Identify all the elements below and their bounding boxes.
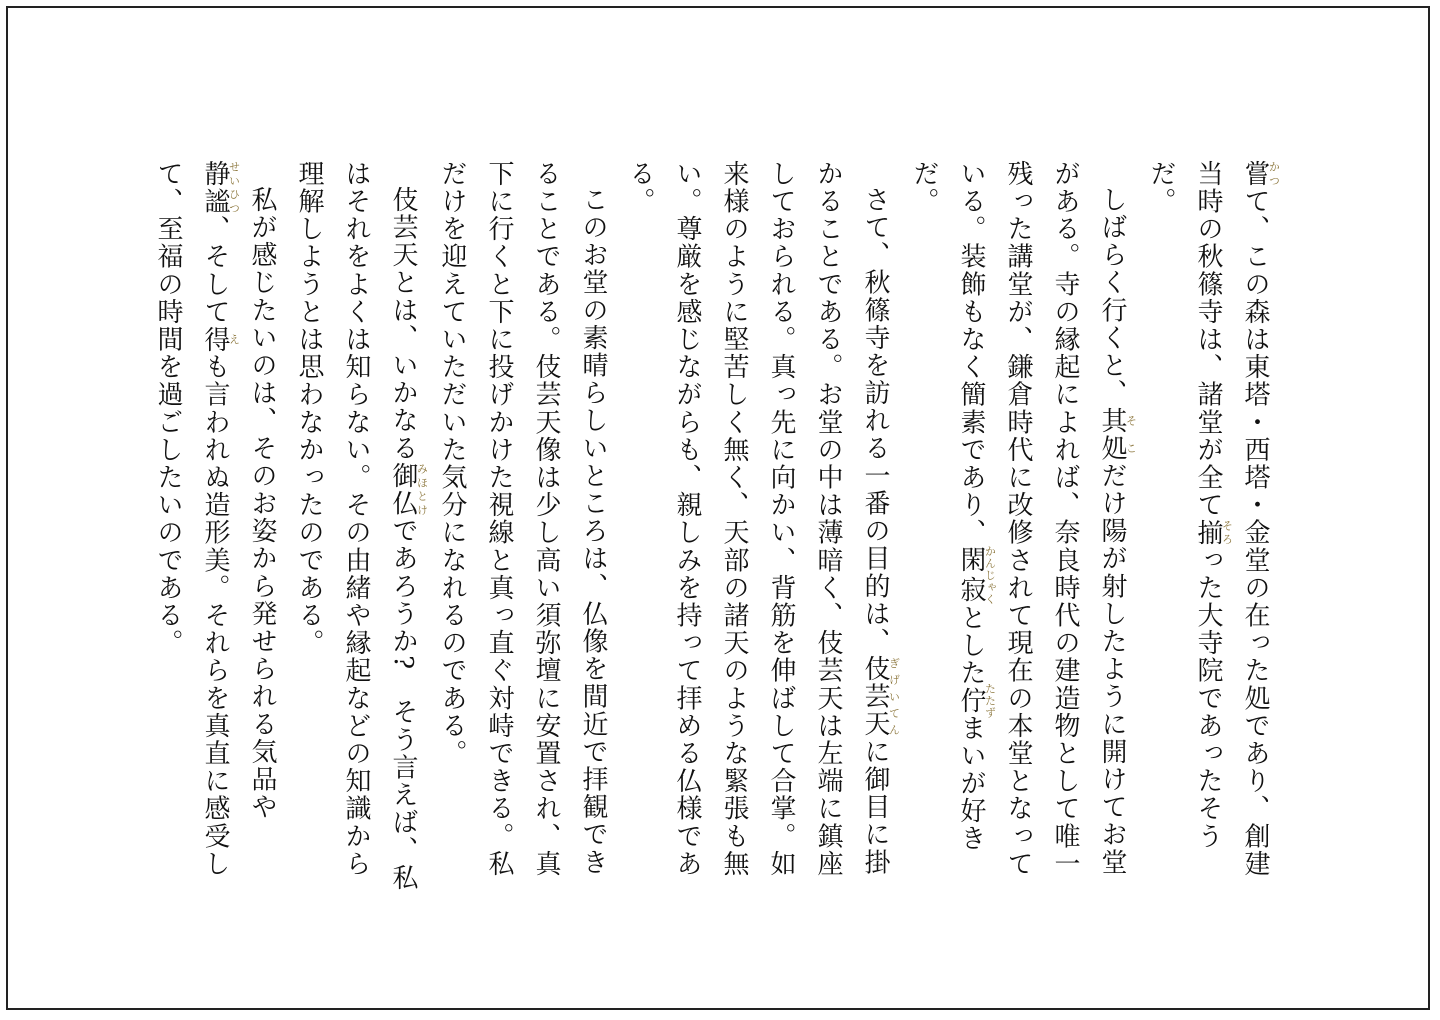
ruby-word [1240,160,1281,188]
ruby-word [860,655,901,739]
ruby-reading: え [227,325,241,354]
ruby-reading: ぎげいてん [887,655,901,739]
ruby-base: 御仏 [388,462,418,518]
ruby-word [200,160,241,216]
vertical-text-page [153,160,1281,900]
section-2 [144,160,900,900]
ruby-word [388,462,429,518]
ruby-base: 嘗 [1240,160,1270,188]
paragraph [428,160,616,900]
paragraph [616,160,900,900]
text-run: に御目に掛かることである。お堂の中は薄暗く、伎芸天は左端に鎮座しておられる。真っ先に向かい、背筋を伸ばして合掌。如来様のように堅苦しく無く、天部の諸天のような緊張も無い。尊厳を感じながらも、親しみを持って拝める仏様である。 [625,160,890,878]
ruby-word [956,545,997,606]
section-1 [900,160,1280,900]
ruby-word [956,682,997,719]
text-run: 、そして [200,215,230,326]
text-run: このお堂の素晴らしいところは、仏像を間近で拝観できることである。伎芸天像は少し高い須弥壇に安置され、真下に行くと下に投げかけた視線と真っ直ぐ対峙できる。私だけを迎えていただいた気分になれるのである。 [437,160,608,878]
ruby-base: 閑寂 [956,545,986,606]
text-run: った大寺院であったそうだ。 [1146,160,1223,851]
text-run: 伎芸天とは、いかなる [388,186,418,462]
ruby-word [200,325,241,354]
ruby-word [1097,406,1138,463]
ruby-reading: そこ [1124,406,1138,463]
ruby-word [1193,518,1234,547]
ruby-base: 佇 [956,682,986,719]
ruby-base: 静謐 [200,160,230,216]
ruby-reading: かんじゃく [983,545,997,606]
ruby-base: 揃 [1193,518,1223,547]
text-run: しばらく行くと、 [1097,186,1127,407]
ruby-base: 伎芸天 [860,655,890,739]
ruby-reading: みほとけ [415,462,429,518]
text-run: だけ陽が射したように開けてお堂がある。寺の縁起によれば、奈良時代の建造物として唯一残った講堂が、鎌倉時代に改修されて現在の本堂となっている。装飾もなく簡素であり、 [956,160,1127,878]
text-run: であろうか? そう言えば、私はそれをよくは知らない。その由緒や縁起などの知識から理解しようとは思わなかったのである。 [294,160,418,892]
text-run: 私が感じたいのは、そのお姿から発せられる気品や [247,186,277,821]
ruby-reading: せいひつ [227,160,241,216]
paragraph [285,160,428,900]
paragraph [1137,160,1280,900]
text-run: まいが好きだ。 [909,160,986,853]
text-run: て、この森は東塔・西塔・金堂の在った処であり、創建当時の秋篠寺は、諸堂が全て [1193,160,1270,878]
ruby-reading: そろ [1220,518,1234,547]
text-run: も言われぬ造形美。それらを真直に感受して、至福の時間を過ごしたいのである。 [153,160,230,878]
ruby-reading: かつ [1267,160,1281,188]
ruby-reading: たたず [983,682,997,719]
text-run: さて、秋篠寺を訪れる一番の目的は、 [860,186,890,656]
paragraph [144,160,285,900]
ruby-base: 其処 [1097,406,1127,463]
ruby-base: 得 [200,325,230,354]
text-run: とした [956,604,986,687]
paragraph [900,160,1137,900]
